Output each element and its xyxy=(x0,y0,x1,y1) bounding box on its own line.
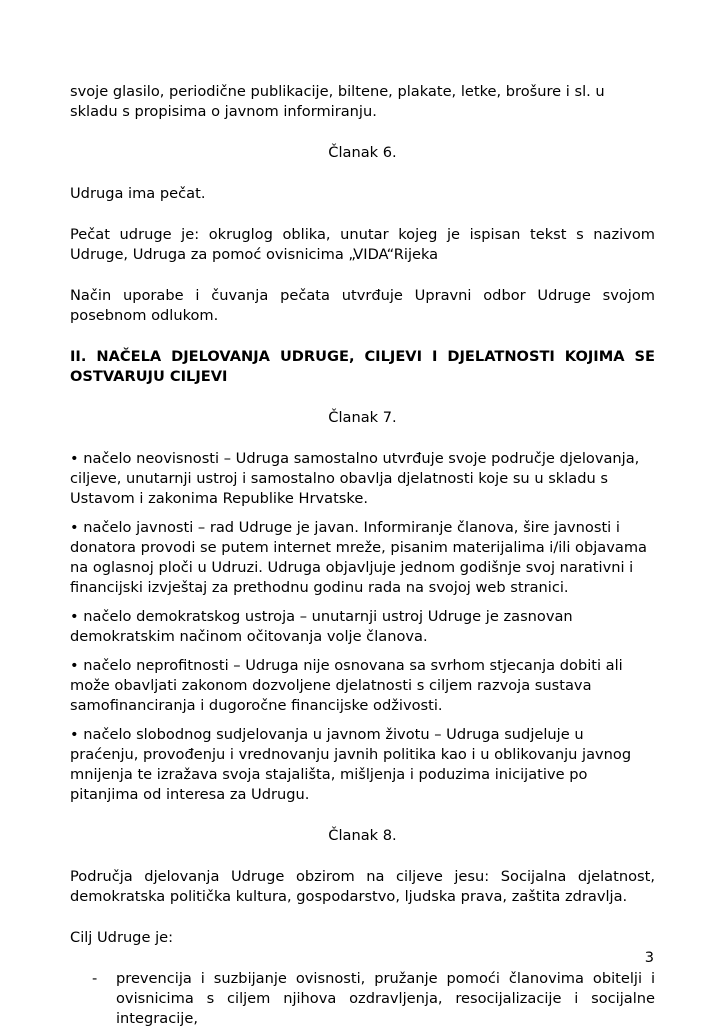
goals-list xyxy=(70,969,655,1029)
article-6-paragraph-3: Način uporabe i čuvanja pečata utvrđuje Upravni odbor Udruge svojom posebnom odlukom. xyxy=(70,287,655,324)
article-8-paragraph-1: Područja djelovanja Udruge obzirom na ciljeve jesu: Socijalna djelatnost, demokratska politička kultura, gospodarstvo, ljudska prava, zaštita zdravlja. xyxy=(70,868,655,905)
article-8-goal-intro: Cilj Udruge je: xyxy=(70,929,174,946)
intro-paragraph: svoje glasilo, periodične publikacije, biltene, plakate, letke, brošure i sl. u skladu s propisima o javnom informiranju. xyxy=(70,83,605,120)
list-item xyxy=(70,969,655,1029)
page-number: 3 xyxy=(644,949,654,966)
goal-item-text: prevencija i suzbijanje ovisnosti, pružanje pomoći članovima obitelji i ovisnicima s ciljem njihova ozdravljenja, resocijalizacije i socijalne integracije, xyxy=(116,970,655,1027)
section-heading: II. NAČELA DJELOVANJA UDRUGE, CILJEVI I DJELATNOSTI KOJIMA SE OSTVARUJU CILJEVI xyxy=(70,348,655,385)
page-body xyxy=(70,82,655,1029)
article-6-paragraph-2: Pečat udruge je: okruglog oblika, unutar kojeg je ispisan tekst s nazivom Udruge, Udruga za pomoć ovisnicima „VIDA“Rijeka xyxy=(70,226,655,263)
principle-publicity: • načelo javnosti – rad Udruge je javan. Informiranje članova, šire javnosti i donatora provodi se putem internet mreže, pisanim materijalima i/ili objavama na oglasnoj ploči u Udruzi. Udruga objavljuje jednom godišnje svoj narativni i financijski izvještaj za prethodnu godinu rada na svojoj web stranici. xyxy=(70,519,647,596)
list-dash: - xyxy=(92,970,98,987)
article-6-title: Članak 6. xyxy=(328,144,397,161)
article-8-title: Članak 8. xyxy=(328,827,397,844)
principle-democracy: • načelo demokratskog ustroja – unutarnji ustroj Udruge je zasnovan demokratskim načinom očitovanja volje članova. xyxy=(70,608,573,645)
principle-public-participation: • načelo slobodnog sudjelovanja u javnom životu – Udruga sudjeluje u praćenju, provođenju i vrednovanju javnih politika kao i u oblikovanju javnog mnijenja te izražava svoja stajališta, mišljenja i poduzima inicijative po pitanjima od interesa za Udrugu. xyxy=(70,726,632,803)
principle-non-profit: • načelo neprofitnosti – Udruga nije osnovana sa svrhom stjecanja dobiti ali može obavljati zakonom dozvoljene djelatnosti s ciljem razvoja sustava samofinanciranja i dugoročne financijske odživosti. xyxy=(70,657,623,714)
article-7-title: Članak 7. xyxy=(328,409,397,426)
principle-independence: • načelo neovisnosti – Udruga samostalno utvrđuje svoje područje djelovanja, ciljeve, unutarnji ustroj i samostalno obavlja djelatnosti koje su u skladu s Ustavom i zakonima Republike Hrvatske. xyxy=(70,450,640,507)
article-6-paragraph-1: Udruga ima pečat. xyxy=(70,185,206,202)
